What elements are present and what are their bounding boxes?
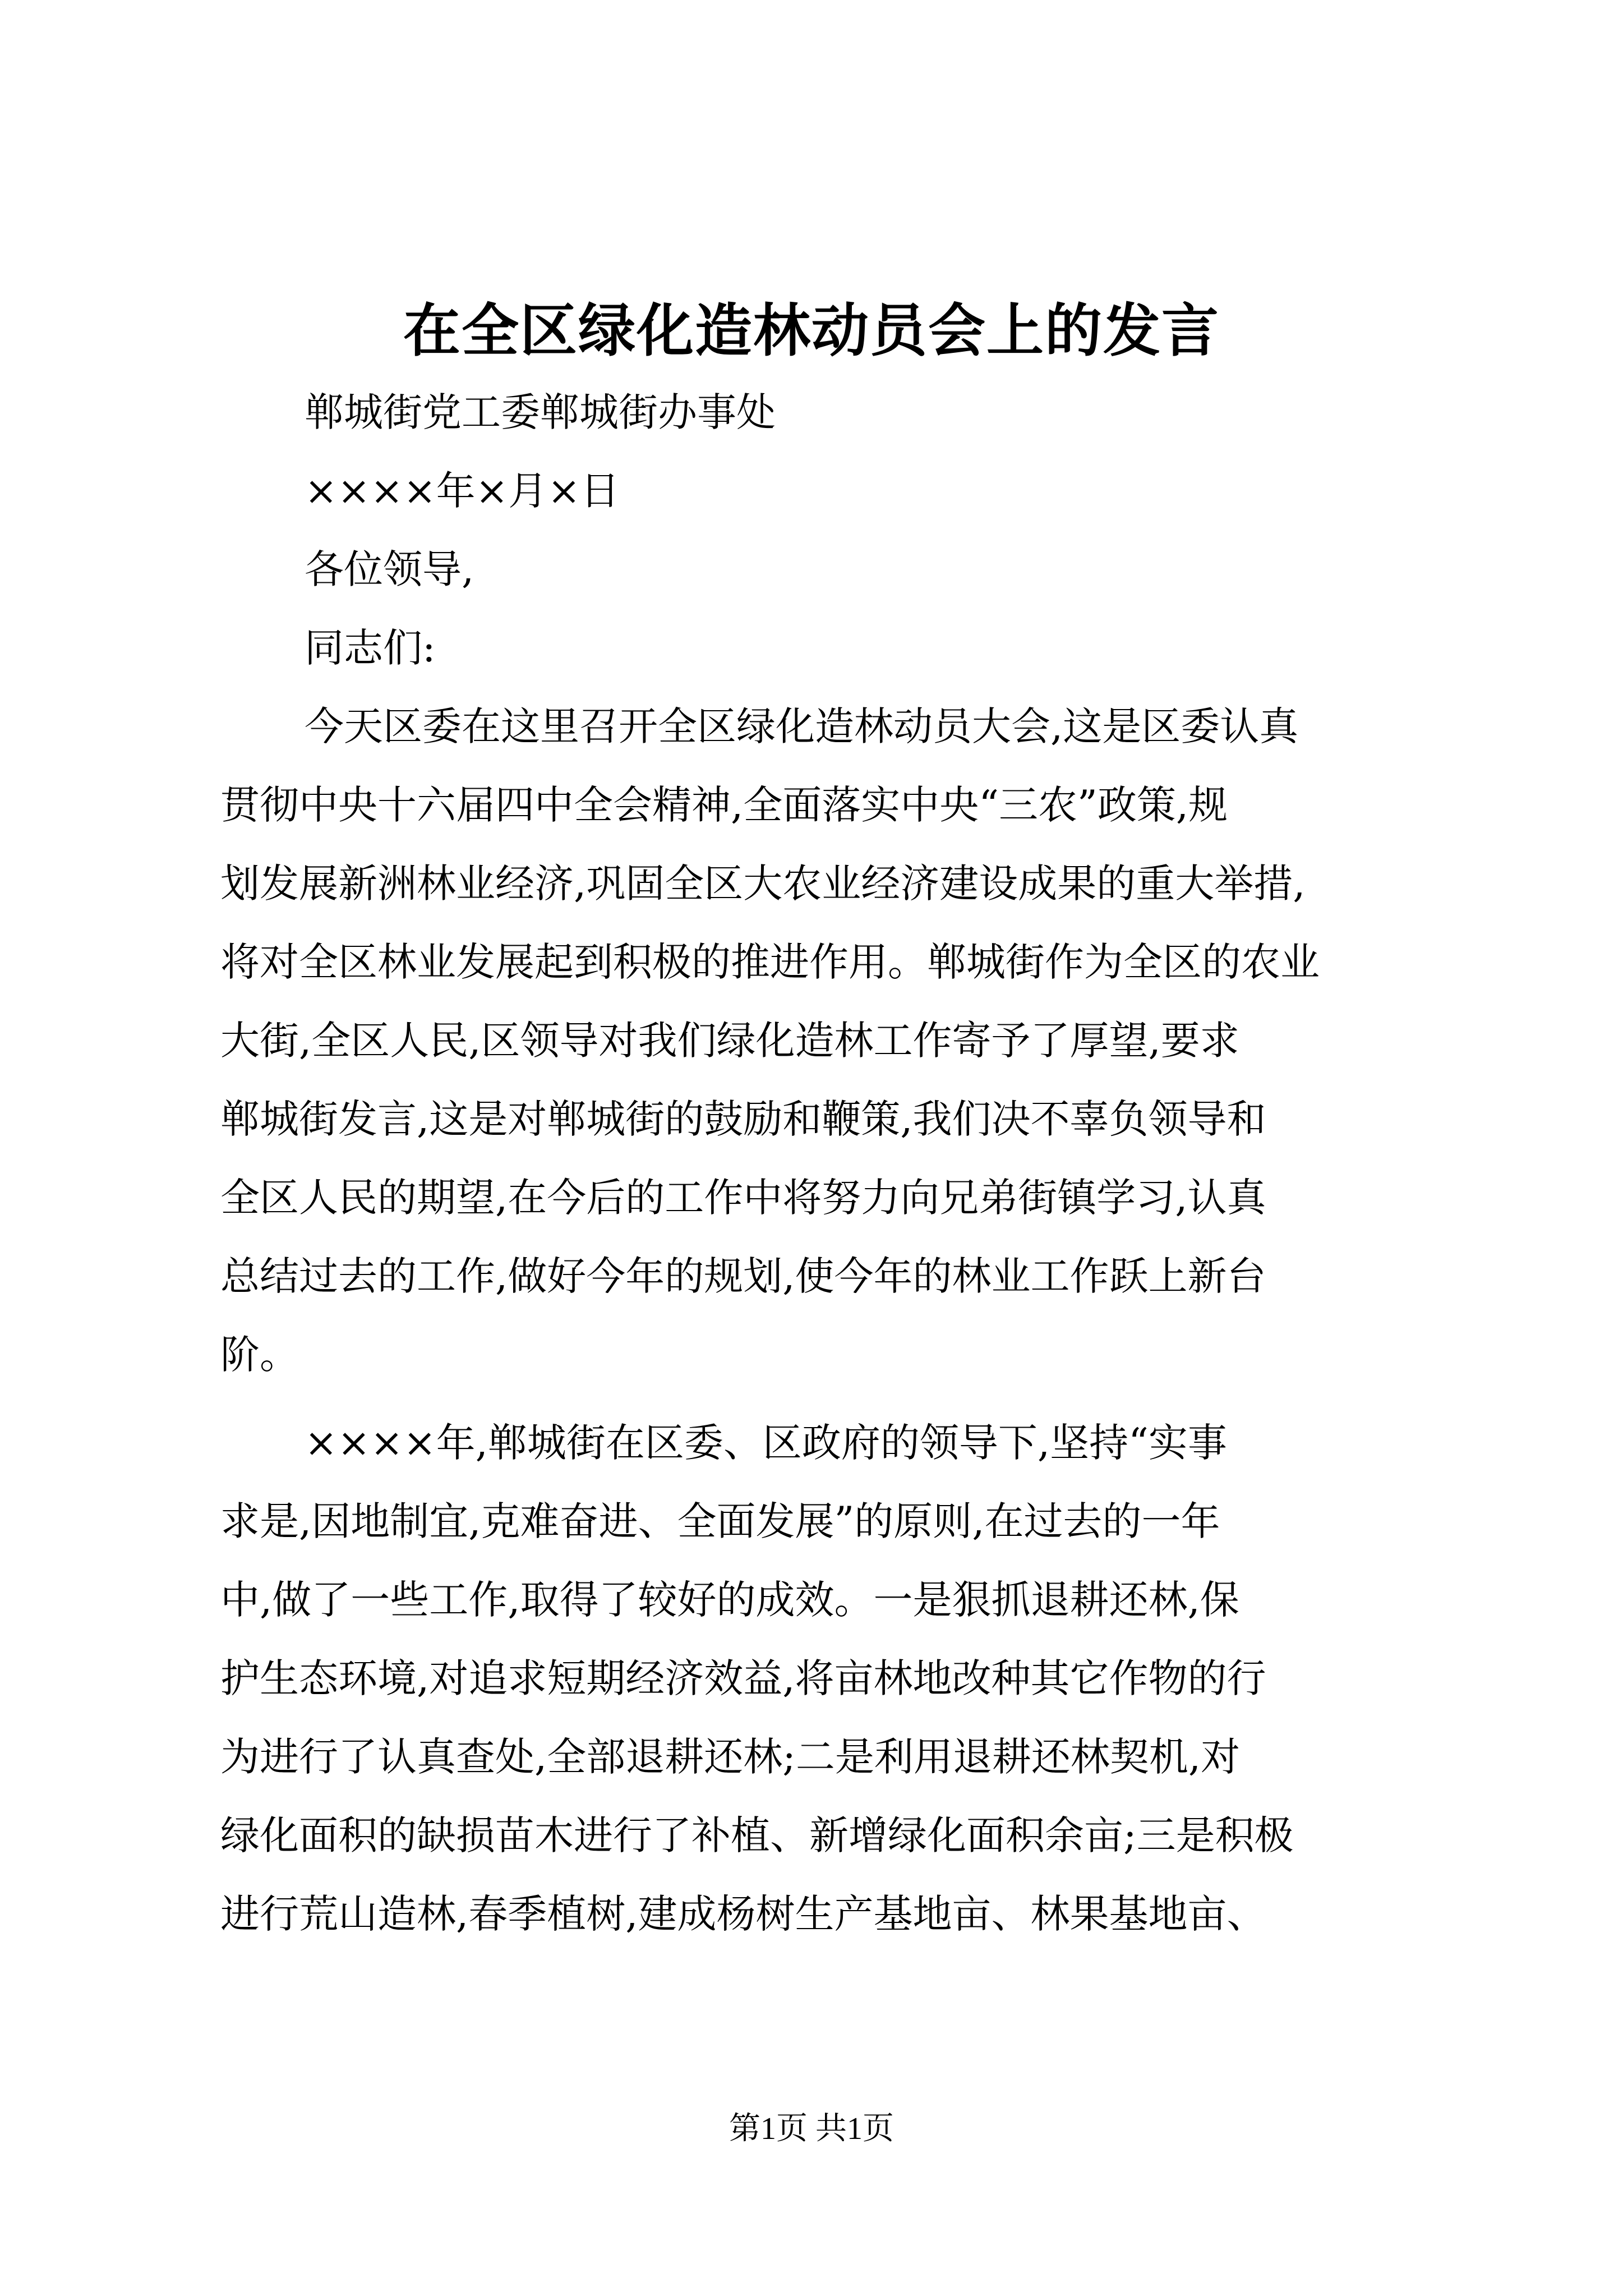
paragraph-line: 进行荒山造林,春季植树,建成杨树生产基地亩、林果基地亩、 bbox=[220, 1891, 1266, 1937]
paragraph-gap bbox=[220, 1394, 1412, 1404]
salutation-comrades: 同志们: bbox=[305, 625, 436, 671]
paragraph-line: 将对全区林业发展起到积极的推进作用。郸城街作为全区的农业 bbox=[220, 939, 1320, 985]
paragraph-line: 阶。 bbox=[220, 1332, 299, 1378]
page-number-footer: 第1页 共1页 bbox=[729, 2111, 894, 2146]
paragraph-line: 郸城街发言,这是对郸城街的鼓励和鞭策,我们决不辜负领导和 bbox=[220, 1096, 1266, 1142]
paragraph-line: 为进行了认真查处,全部退耕还林;二是利用退耕还林契机,对 bbox=[220, 1734, 1241, 1780]
salutation-leaders: 各位领导, bbox=[305, 546, 474, 592]
document-body bbox=[220, 373, 1412, 1953]
paragraph-line: 大街,全区人民,区领导对我们绿化造林工作寄予了厚望,要求 bbox=[220, 1018, 1239, 1064]
paragraph-line: 中,做了一些工作,取得了较好的成效。一是狠抓退耕还林,保 bbox=[220, 1577, 1239, 1623]
paragraph-line: 求是,因地制宜,克难奋进、全面发展”的原则,在过去的一年 bbox=[220, 1498, 1220, 1544]
paragraph-line: 划发展新洲林业经济,巩固全区大农业经济建设成果的重大举措, bbox=[220, 861, 1306, 907]
paragraph-2 bbox=[220, 1404, 1412, 1953]
paragraph-line: 贯彻中央十六届四中全会精神,全面落实中央“三农”政策,规 bbox=[220, 782, 1228, 828]
paragraph-line: ××××年,郸城街在区委、区政府的领导下,坚持“实事 bbox=[305, 1420, 1227, 1466]
paragraph-line: 总结过去的工作,做好今年的规划,使今年的林业工作跃上新台 bbox=[220, 1253, 1266, 1299]
paragraph-line: 全区人民的期望,在今后的工作中将努力向兄弟街镇学习,认真 bbox=[220, 1175, 1266, 1221]
document-title: 在全区绿化造林动员会上的发言 bbox=[403, 297, 1220, 365]
paragraph-line: 绿化面积的缺损苗木进行了补植、新增绿化面积余亩;三是积极 bbox=[220, 1812, 1294, 1858]
paragraph-line: 护生态环境,对追求短期经济效益,将亩林地改种其它作物的行 bbox=[220, 1655, 1266, 1701]
date-line: ××××年×月×日 bbox=[305, 468, 620, 514]
paragraph-line: 今天区委在这里召开全区绿化造林动员大会,这是区委认真 bbox=[305, 703, 1299, 749]
organization-line: 郸城街党工委郸城街办事处 bbox=[305, 389, 776, 435]
paragraph-1 bbox=[220, 687, 1412, 1394]
